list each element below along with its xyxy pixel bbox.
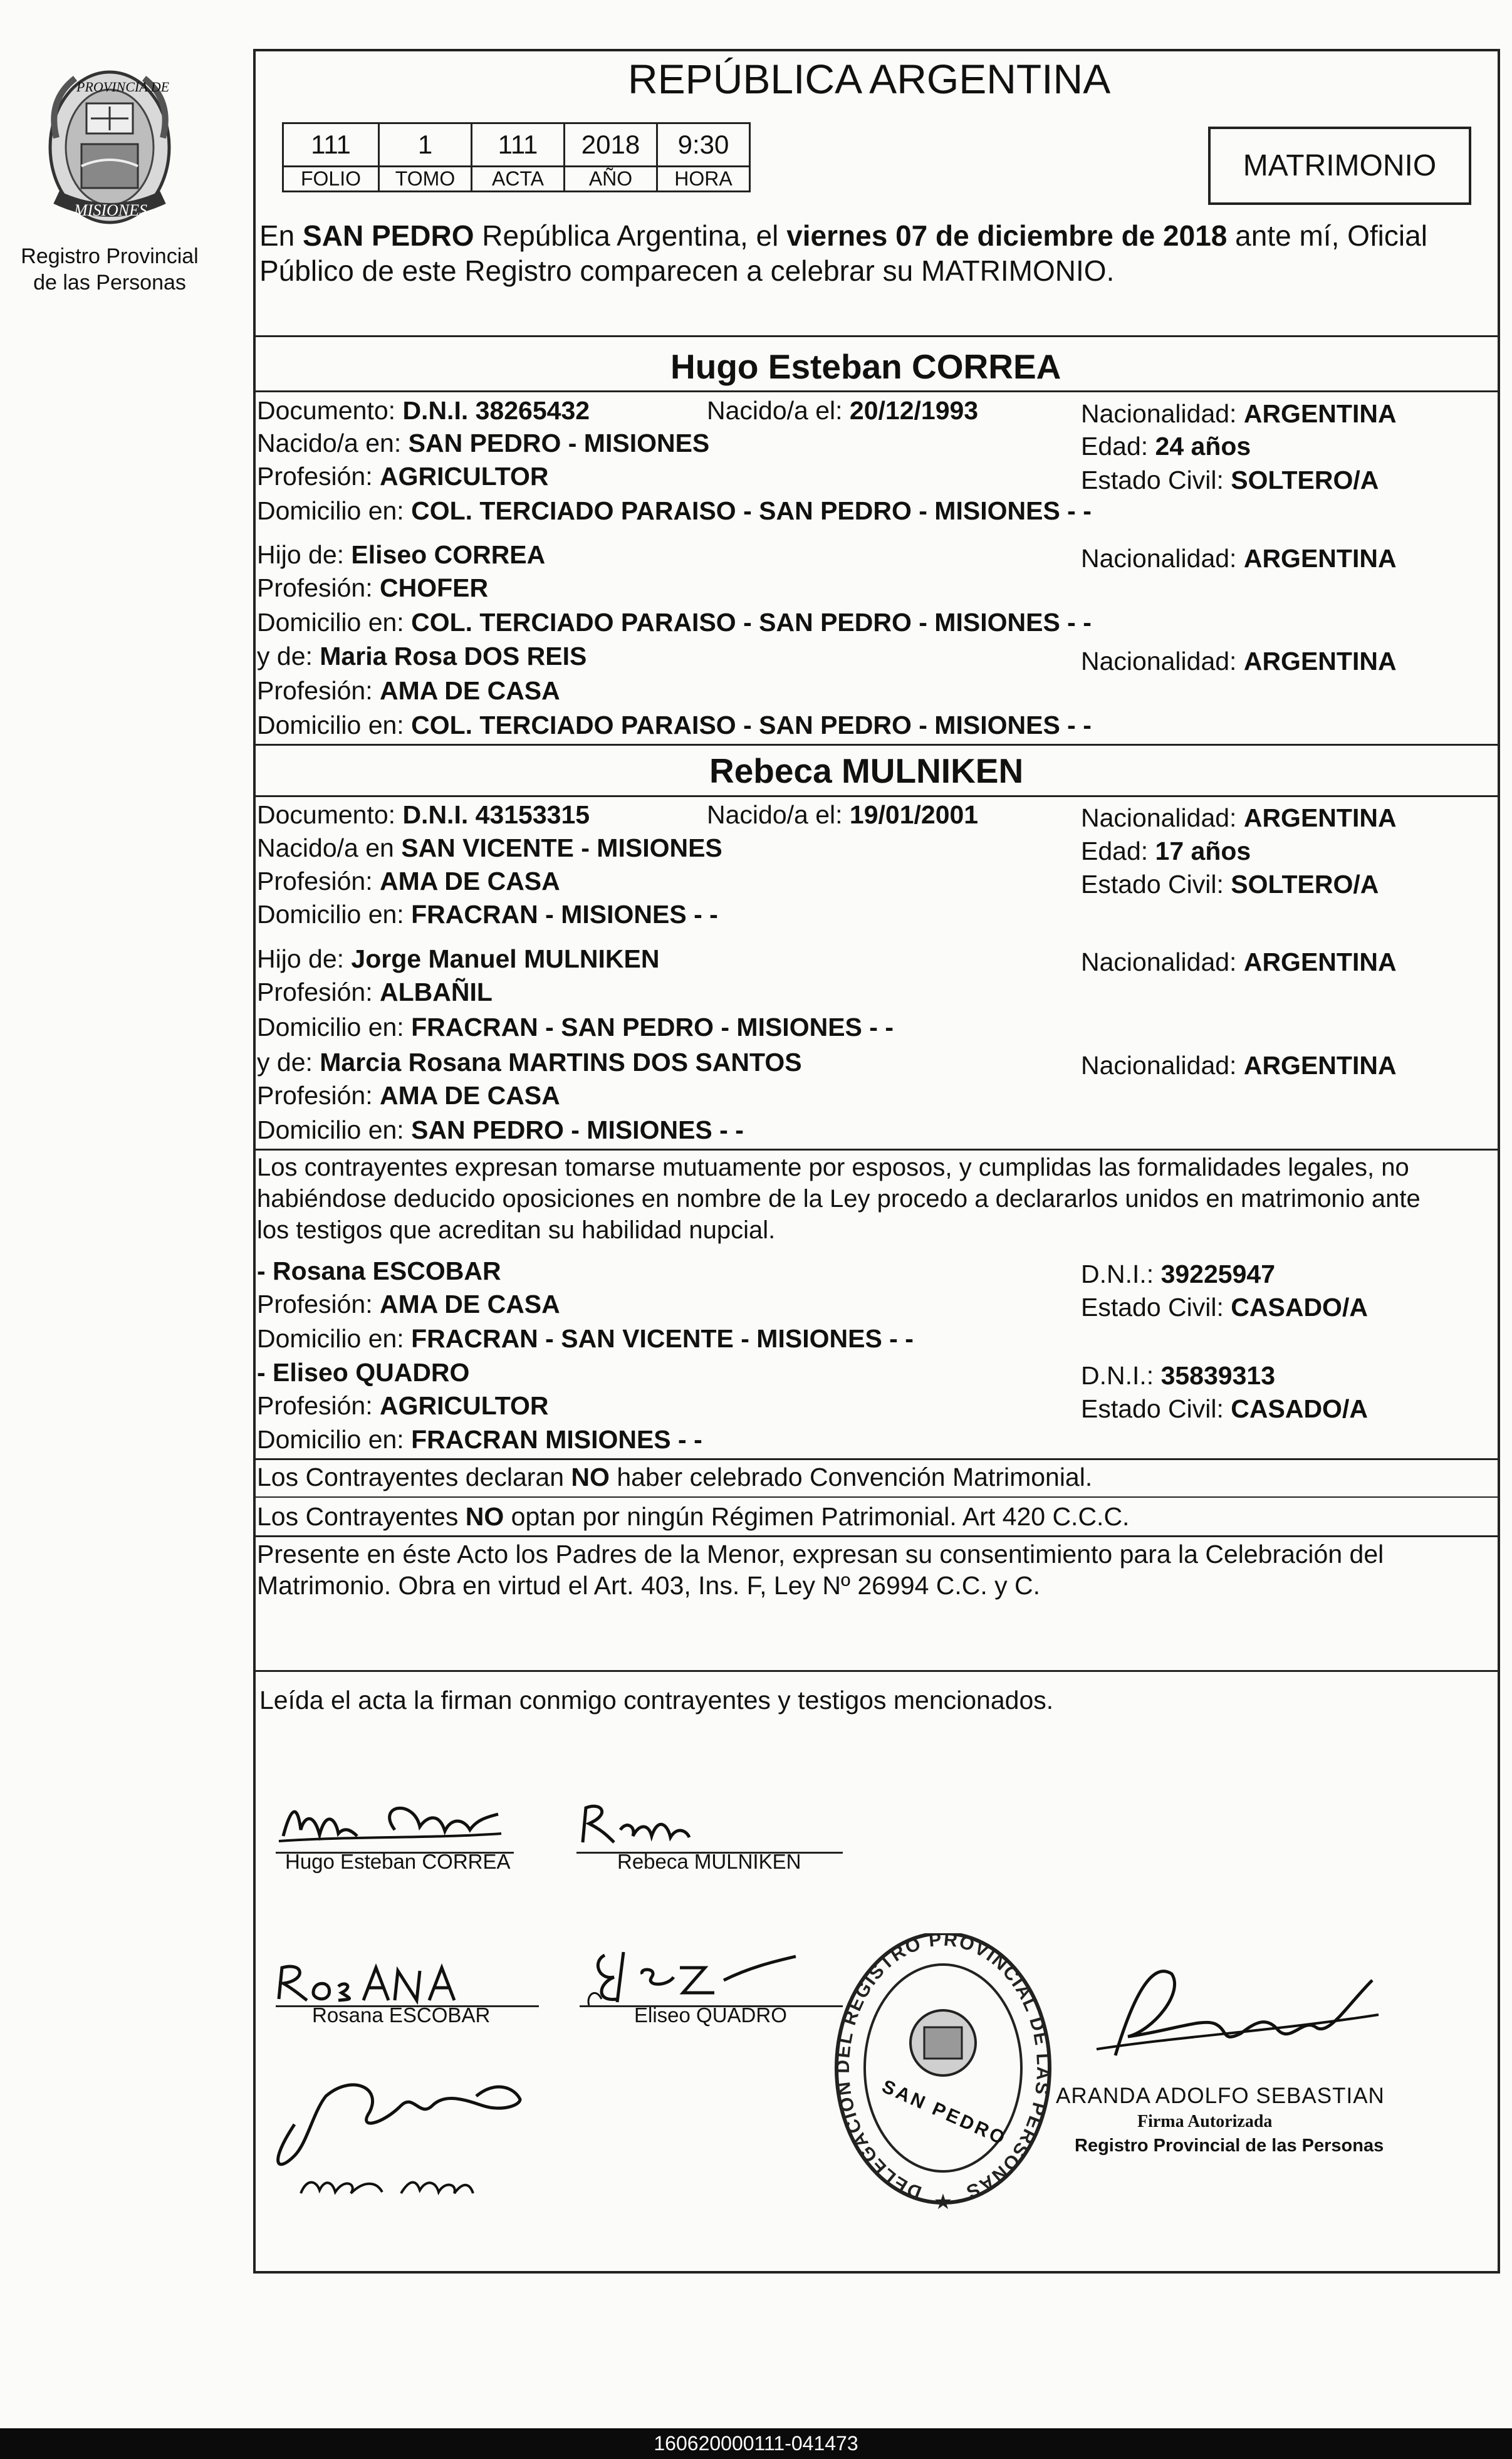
witness-2-profession: Profesión: AGRICULTOR — [257, 1391, 549, 1420]
witness-2-address: Domicilio en: FRACRAN MISIONES - - — [257, 1425, 702, 1454]
official-role: Firma Autorizada — [1137, 2112, 1273, 2131]
bride-address: Domicilio en: FRACRAN - MISIONES - - — [257, 900, 718, 929]
signature-bride-handwriting — [576, 1799, 739, 1849]
closing-text: Leída el acta la firman conmigo contrayentes y testigos mencionados. — [259, 1686, 1054, 1715]
bride-mother: y de: Marcia Rosana MARTINS DOS SANTOS — [257, 1048, 802, 1077]
signature-witness-2-name: Eliseo QUADRO — [634, 2003, 787, 2027]
registry-logo — [31, 63, 188, 232]
bride-civil-status: Estado Civil: SOLTERO/A — [1081, 870, 1379, 899]
divider — [253, 1535, 1500, 1537]
signature-groom-text — [276, 1792, 311, 1799]
bride-father-profession: Profesión: ALBAÑIL — [257, 978, 493, 1006]
logo-caption-1: Registro Provincial — [21, 244, 199, 268]
act-type: MATRIMONIO — [1243, 149, 1437, 182]
groom-age: Edad: 24 años — [1081, 432, 1251, 461]
stamp-center-text: SAN PEDRO — [879, 2075, 1010, 2150]
signature-parent-handwriting — [257, 2037, 539, 2206]
signature-groom-name: Hugo Esteban CORREA — [285, 1850, 511, 1873]
divider — [253, 390, 1500, 392]
groom-born-in: Nacido/a en: SAN PEDRO - MISIONES — [257, 429, 710, 457]
witness-1-profession: Profesión: AMA DE CASA — [257, 1290, 560, 1318]
witness-1-address: Domicilio en: FRACRAN - SAN VICENTE - MISIONES - - — [257, 1324, 914, 1353]
intro-date: viernes 07 de diciembre de 2018 — [786, 219, 1228, 252]
hora-value: 9:30 — [657, 123, 750, 167]
bride-father-nationality: Nacionalidad: ARGENTINA — [1081, 948, 1397, 976]
bride-mother-profession: Profesión: AMA DE CASA — [257, 1081, 560, 1110]
groom-father-profession: Profesión: CHOFER — [257, 573, 489, 602]
groom-born-on: Nacido/a el: 20/12/1993 — [707, 396, 979, 425]
bride-father: Hijo de: Jorge Manuel MULNIKEN — [257, 944, 660, 973]
logo-arc-text: PROVINCIA DE — [76, 79, 170, 95]
declaration-text: Los contrayentes expresan tomarse mutuamente por esposos, y cumplidas las formalidades legales, no habiéndose deducido oposiciones en nombre de la Ley procedo a declararlos unidos en matrimonio ante los testigos que acreditan su habilidad nupcial. — [257, 1154, 1421, 1244]
registry-stamp — [830, 1933, 1056, 2221]
intro-p1: En — [259, 219, 303, 252]
signature-groom-handwriting — [276, 1792, 514, 1849]
signature-witness-1-text — [276, 1955, 302, 1962]
bride-name: Rebeca MULNIKEN — [709, 751, 1024, 790]
bride-profession: Profesión: AMA DE CASA — [257, 867, 560, 895]
groom-mother-nationality: Nacionalidad: ARGENTINA — [1081, 647, 1397, 676]
bride-born-in: Nacido/a en SAN VICENTE - MISIONES — [257, 833, 722, 862]
act-type-box — [1208, 127, 1471, 205]
official-org: Registro Provincial de las Personas — [1075, 2136, 1384, 2156]
folio-value: 111 — [283, 123, 379, 167]
groom-mother-address: Domicilio en: COL. TERCIADO PARAISO - SAN PEDRO - MISIONES - - — [257, 711, 1092, 739]
groom-address: Domicilio en: COL. TERCIADO PARAISO - SAN PEDRO - MISIONES - - — [257, 496, 1092, 525]
intro-line2: Público de este Registro comparecen a celebrar su MATRIMONIO. — [259, 254, 1115, 287]
groom-nationality: Nacionalidad: ARGENTINA — [1081, 399, 1397, 428]
divider — [253, 1458, 1500, 1460]
groom-father: Hijo de: Eliseo CORREA — [257, 540, 546, 569]
stamp-seal-icon — [830, 1933, 1056, 2221]
intro-text — [259, 218, 1427, 288]
groom-mother-profession: Profesión: AMA DE CASA — [257, 676, 560, 705]
divider — [253, 1496, 1500, 1498]
signature-parent-text — [257, 2037, 290, 2044]
groom-father-address: Domicilio en: COL. TERCIADO PARAISO - SAN PEDRO - MISIONES - - — [257, 608, 1092, 637]
witness-1-civil-status: Estado Civil: CASADO/A — [1081, 1293, 1368, 1322]
divider — [253, 335, 1500, 337]
official-signature-handwriting — [1078, 1955, 1391, 2068]
registry-data-table — [282, 122, 751, 192]
divider — [253, 1670, 1500, 1672]
bride-mother-nationality: Nacionalidad: ARGENTINA — [1081, 1051, 1397, 1080]
document-code-footer: 160620000111-041473 — [0, 2428, 1512, 2459]
stamp-ring-text: DELEGACION DEL REGISTRO PROVINCIAL DE LAS PERSONAS — [832, 1933, 1054, 2203]
divider — [253, 1149, 1500, 1151]
svg-text:★: ★ — [933, 2190, 953, 2214]
bride-doc: Documento: D.N.I. 43153315 — [257, 800, 590, 829]
page-title: REPÚBLICA ARGENTINA — [628, 56, 1111, 102]
groom-civil-status: Estado Civil: SOLTERO/A — [1081, 466, 1379, 494]
anio-value: 2018 — [565, 123, 657, 167]
acta-value: 111 — [472, 123, 565, 167]
anio-label: AÑO — [565, 167, 657, 192]
bride-born-on: Nacido/a el: 19/01/2001 — [707, 800, 979, 829]
logo-name: MISIONES — [74, 201, 147, 219]
intro-p2: República Argentina, el — [474, 219, 787, 252]
signature-witness-2-handwriting — [580, 1943, 805, 2012]
witness-1-dni: D.N.I.: 39225947 — [1081, 1260, 1275, 1288]
acta-label: ACTA — [472, 167, 565, 192]
intro-city: SAN PEDRO — [303, 219, 474, 252]
divider — [253, 744, 1500, 746]
groom-doc: Documento: D.N.I. 38265432 — [257, 396, 590, 425]
bride-mother-address: Domicilio en: SAN PEDRO - MISIONES - - — [257, 1115, 744, 1144]
consent-text: Presente en éste Acto los Padres de la Menor, expresan su consentimiento para la Celebración del Matrimonio. Obra en virtud el Art. 403, Ins. F, Ley Nº 26994 C.C. y C. — [257, 1540, 1384, 1600]
signature-bride-text — [576, 1799, 595, 1805]
divider — [253, 795, 1500, 797]
groom-profession: Profesión: AGRICULTOR — [257, 462, 549, 491]
intro-p3: ante mí, Oficial — [1227, 219, 1427, 252]
convention-statement: Los Contrayentes declaran NO haber celebrado Convención Matrimonial. — [257, 1463, 1093, 1491]
logo-caption-2: de las Personas — [33, 271, 186, 295]
groom-name: Hugo Esteban CORREA — [670, 347, 1061, 386]
bride-age: Edad: 17 años — [1081, 837, 1251, 865]
regime-statement: Los Contrayentes NO optan por ningún Régimen Patrimonial. Art 420 C.C.C. — [257, 1502, 1130, 1531]
signature-witness-1-handwriting — [276, 1955, 464, 2005]
witness-2-name: - Eliseo QUADRO — [257, 1358, 470, 1387]
tomo-label: TOMO — [379, 167, 472, 192]
witness-2-dni: D.N.I.: 35839313 — [1081, 1361, 1275, 1390]
folio-label: FOLIO — [283, 167, 379, 192]
witness-2-civil-status: Estado Civil: CASADO/A — [1081, 1394, 1368, 1423]
signature-witness-1-name: Rosana ESCOBAR — [312, 2003, 491, 2027]
hora-label: HORA — [657, 167, 750, 192]
official-name: ARANDA ADOLFO SEBASTIAN — [1056, 2084, 1385, 2108]
groom-father-nationality: Nacionalidad: ARGENTINA — [1081, 544, 1397, 573]
witness-1-name: - Rosana ESCOBAR — [257, 1256, 501, 1285]
tomo-value: 1 — [379, 123, 472, 167]
groom-mother: y de: Maria Rosa DOS REIS — [257, 642, 587, 671]
bride-father-address: Domicilio en: FRACRAN - SAN PEDRO - MISIONES - - — [257, 1013, 894, 1042]
signature-bride-name: Rebeca MULNIKEN — [617, 1850, 801, 1873]
bride-nationality: Nacionalidad: ARGENTINA — [1081, 803, 1397, 832]
